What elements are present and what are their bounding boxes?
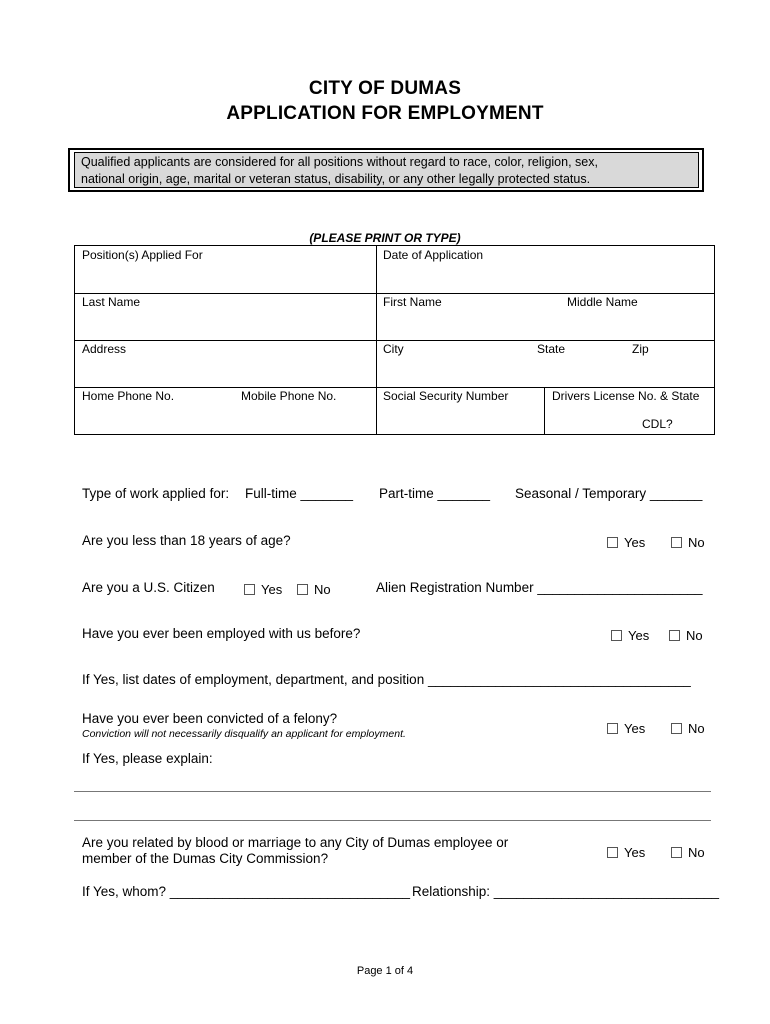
question-related-line2: member of the Dumas City Commission? (82, 851, 329, 866)
field-related-whom[interactable]: If Yes, whom? ________________________________ (82, 884, 411, 899)
felony-disclaimer: Conviction will not necessarily disqualify an applicant for employment. (82, 728, 406, 740)
work-type-full-time[interactable]: Full-time _______ (245, 486, 354, 501)
explain-line[interactable] (74, 791, 711, 792)
under-18-yes[interactable]: Yes (607, 535, 645, 550)
form-title-line2: APPLICATION FOR EMPLOYMENT (226, 103, 544, 124)
grid-col-divider (376, 246, 377, 434)
employed-before-no[interactable]: No (669, 628, 703, 643)
applicant-info-grid (74, 245, 715, 435)
notice-line1: Qualified applicants are considered for all positions without regard to race, color, religion, sex, (81, 155, 598, 169)
question-felony: Have you ever been convicted of a felony? (82, 711, 338, 726)
felony-yes[interactable]: Yes (607, 721, 645, 736)
print-or-type-note: (PLEASE PRINT OR TYPE) (309, 231, 461, 245)
field-relationship[interactable]: Relationship: ______________________________ (412, 884, 720, 899)
field-date-of-application[interactable]: Date of Application (383, 248, 484, 262)
grid-col-divider (544, 387, 545, 434)
field-cdl[interactable]: CDL? (642, 417, 673, 431)
question-employed-before: Have you ever been employed with us before? (82, 626, 361, 641)
checkbox-icon (297, 584, 308, 595)
field-alien-registration[interactable]: Alien Registration Number ______________________ (376, 580, 703, 595)
notice-line2: national origin, age, marital or veteran status, disability, or any other legally protected status. (81, 172, 591, 186)
grid-row-divider (75, 387, 714, 388)
field-address[interactable]: Address (82, 342, 127, 356)
field-drivers-license[interactable]: Drivers License No. & State (552, 389, 700, 403)
explain-line[interactable] (74, 820, 711, 821)
field-ssn[interactable]: Social Security Number (383, 389, 509, 403)
work-type-part-time[interactable]: Part-time _______ (379, 486, 491, 501)
felony-explain-label: If Yes, please explain: (82, 751, 213, 766)
field-middle-name[interactable]: Middle Name (567, 295, 638, 309)
field-positions-applied[interactable]: Position(s) Applied For (82, 248, 203, 262)
checkbox-icon (671, 847, 682, 858)
employed-before-yes[interactable]: Yes (611, 628, 649, 643)
checkbox-icon (607, 537, 618, 548)
eeo-notice (74, 152, 699, 188)
felony-no[interactable]: No (671, 721, 705, 736)
field-first-name[interactable]: First Name (383, 295, 442, 309)
form-title-line1: CITY OF DUMAS (308, 78, 462, 99)
field-zip[interactable]: Zip (632, 342, 649, 356)
field-state[interactable]: State (537, 342, 566, 356)
question-related-line1: Are you related by blood or marriage to any City of Dumas employee or (82, 835, 509, 850)
work-type-seasonal[interactable]: Seasonal / Temporary _______ (515, 486, 703, 501)
question-us-citizen: Are you a U.S. Citizen (82, 580, 215, 595)
page-number: Page 1 of 4 (356, 965, 414, 977)
question-under-18: Are you less than 18 years of age? (82, 533, 291, 548)
grid-row-divider (75, 293, 714, 294)
work-type-label: Type of work applied for: (82, 486, 230, 501)
field-city[interactable]: City (383, 342, 404, 356)
us-citizen-no[interactable]: No (297, 582, 331, 597)
checkbox-icon (671, 537, 682, 548)
field-previous-employment[interactable]: If Yes, list dates of employment, department, and position ___________________________________ (82, 672, 691, 687)
checkbox-icon (671, 723, 682, 734)
checkbox-icon (244, 584, 255, 595)
checkbox-icon (611, 630, 622, 641)
related-yes[interactable]: Yes (607, 845, 645, 860)
grid-row-divider (75, 340, 714, 341)
field-home-phone[interactable]: Home Phone No. (82, 389, 175, 403)
under-18-no[interactable]: No (671, 535, 705, 550)
related-no[interactable]: No (671, 845, 705, 860)
field-last-name[interactable]: Last Name (82, 295, 141, 309)
checkbox-icon (607, 723, 618, 734)
checkbox-icon (607, 847, 618, 858)
us-citizen-yes[interactable]: Yes (244, 582, 282, 597)
field-mobile-phone[interactable]: Mobile Phone No. (241, 389, 337, 403)
checkbox-icon (669, 630, 680, 641)
